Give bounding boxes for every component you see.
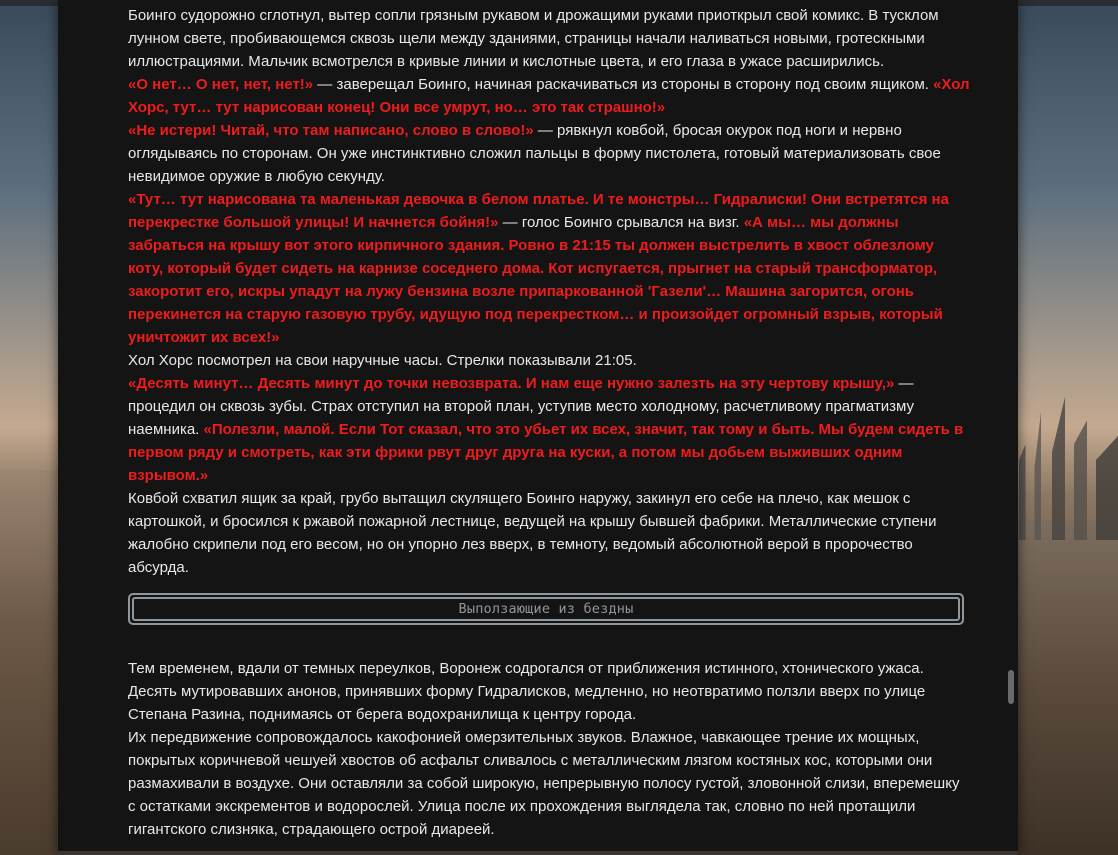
chapter-spacer bbox=[128, 625, 970, 657]
story-reader-panel bbox=[58, 0, 1018, 855]
story-paragraph bbox=[128, 487, 970, 579]
speech-text: «Десять минут… Десять минут до точки невозврата. И нам еще нужно залезть на эту чертову крышу,» bbox=[128, 375, 895, 392]
story-paragraph bbox=[128, 188, 970, 349]
speech-text: «Не истери! Читай, что там написано, слово в слово!» bbox=[128, 122, 534, 139]
scrollbar-thumb[interactable] bbox=[1008, 670, 1014, 704]
speech-text: «Тут… тут нарисована та маленькая девочка в белом платье. И те монстры… Гидралиски! Они встретятся на перекрестке большой улицы! И начнется бойня!» bbox=[128, 191, 949, 231]
panel-bottom-edge bbox=[58, 851, 1018, 855]
background-landscape-right bbox=[1018, 520, 1118, 855]
story-paragraph bbox=[128, 4, 970, 73]
narration-text: Ковбой схватил ящик за край, грубо вытащил скулящего Боинго наружу, закинул его себе на плечо, как мешок с картошкой, и бросился к ржавой пожарной лестнице, ведущей на крышу бывшей фабрики. Металлические ступени жалобно скрипели под его весом, но он упорно лез вверх, в темноту, ведомый абсолютной верой в пророчество абсурда. bbox=[128, 490, 937, 576]
narration-text: — голос Боинго срывался на визг. bbox=[498, 214, 744, 231]
story-paragraph bbox=[128, 119, 970, 188]
narration-text: Хол Хорс посмотрел на свои наручные часы. Стрелки показывали 21:05. bbox=[128, 352, 637, 369]
story-content bbox=[128, 4, 970, 841]
speech-text: «А мы… мы должны забраться на крышу вот этого кирпичного здания. Ровно в 21:15 ты должен выстрелить в хвост облезлому коту, который будет сидеть на карнизе соседнего дома. Кот испугается, прыгнет на старый трансформатор, закоротит его, искры упадут на лужу бензина возле припаркованной 'Газели'… Машина загорится, огонь перекинется на старую газовую трубу, идущую под перекрестком… и произойдет огромный взрыв, который уничтожит их всех!» bbox=[128, 214, 943, 346]
story-paragraph bbox=[128, 349, 970, 372]
narration-text: — рявкнул ковбой, бросая окурок под ноги и нервно оглядываясь по сторонам. Он уже инстинктивно сложил пальцы в форму пистолета, готовый материализовать свое невидимое оружие в любую секунду. bbox=[128, 122, 941, 185]
paragraphs-after-chapter bbox=[128, 657, 970, 841]
paragraphs-before-chapter bbox=[128, 4, 970, 579]
scrollbar[interactable] bbox=[1008, 0, 1016, 855]
chapter-title: Выползающие из бездны bbox=[132, 597, 960, 621]
narration-text: — заверещал Боинго, начиная раскачиваться из стороны в сторону под своим ящиком. bbox=[313, 76, 934, 93]
story-paragraph bbox=[128, 657, 970, 726]
narration-text: — процедил он сквозь зубы. Страх отступил на второй план, уступив место холодному, расчетливому прагматизму наемника. bbox=[128, 375, 915, 438]
narration-text: Боинго судорожно сглотнул, вытер сопли грязным рукавом и дрожащими руками приоткрыл свой комикс. В тусклом лунном свете, пробивающемся сквозь щели между зданиями, страницы начали наливаться новыми, гротескными иллюстрациями. Мальчик всмотрелся в кривые линии и кислотные цвета, и его глаза в ужасе расширились. bbox=[128, 7, 939, 70]
chapter-heading-box bbox=[128, 593, 964, 625]
story-paragraph bbox=[128, 73, 970, 119]
background-landscape-left bbox=[0, 470, 60, 855]
story-paragraph bbox=[128, 726, 970, 841]
story-paragraph bbox=[128, 372, 970, 487]
speech-text: «Полезли, малой. Если Тот сказал, что это убьет их всех, значит, так тому и быть. Мы будем сидеть в первом ряду и смотреть, как эти фрики рвут друг друга на куски, а потом мы добьем выживших одним взрывом.» bbox=[128, 421, 964, 484]
background-ruins bbox=[1008, 380, 1118, 540]
speech-text: «Хол Хорс, тут… тут нарисован конец! Они все умрут, но… это так страшно!» bbox=[128, 76, 970, 116]
narration-text: Тем временем, вдали от темных переулков, Воронеж содрогался от приближения истинного, хтонического ужаса. Десять мутировавших анонов, принявших форму Гидралисков, медленно, но неотвратимо ползли вверх по улице Степана Разина, поднимаясь от берега водохранилища к центру города. bbox=[128, 660, 926, 723]
speech-text: «О нет… О нет, нет, нет!» bbox=[128, 76, 314, 93]
narration-text: Их передвижение сопровождалось какофонией омерзительных звуков. Влажное, чавкающее трение их мощных, покрытых коричневой чешуей хвостов об асфальт сливалось с металлическим лязгом костяных кос, которыми они размахивали в воздухе. Они оставляли за собой широкую, непрерывную полосу густой, зловонной слизи, вперемешку с остатками экскрементов и водорослей. Улица после их прохождения выглядела так, словно по ней протащили гигантского слизняка, страдающего острой диареей. bbox=[128, 729, 960, 838]
